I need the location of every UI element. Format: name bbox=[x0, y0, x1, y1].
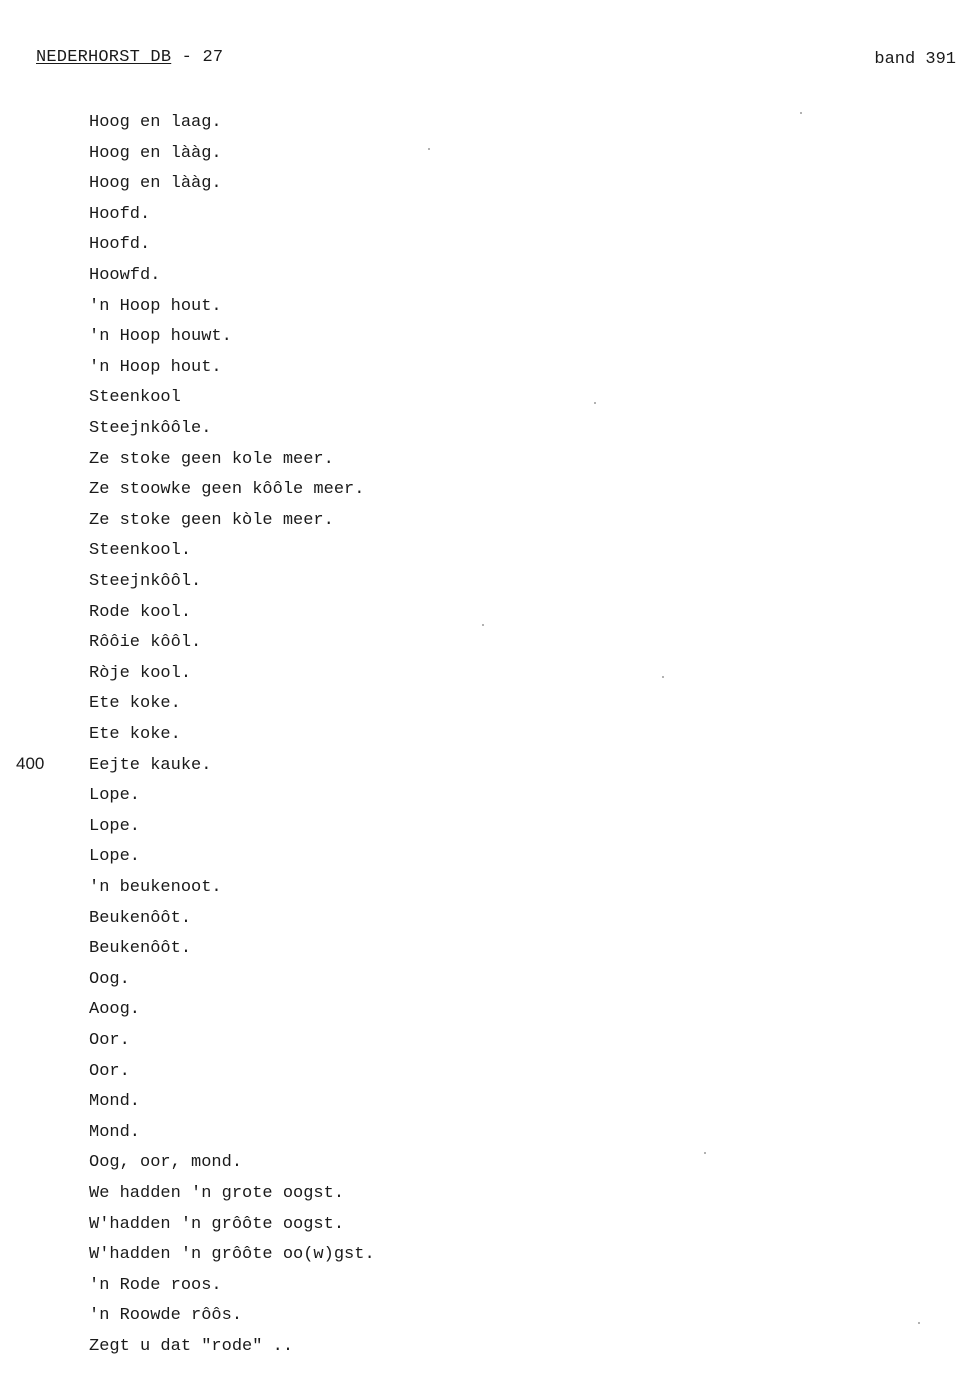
scan-speck bbox=[704, 1152, 706, 1154]
utterance-text: Rôôie kôôl. bbox=[89, 633, 202, 652]
document-id: NEDERHORST DB bbox=[36, 48, 172, 67]
utterance-text: Ete koke. bbox=[89, 725, 181, 744]
utterance-text: Ze stoowke geen kôôle meer. bbox=[89, 480, 365, 499]
utterance-text: Beukenôôt. bbox=[89, 939, 192, 958]
utterance-text: Beukenôôt. bbox=[89, 909, 192, 928]
utterance-text: W'hadden 'n grôôte oo(w)gst. bbox=[89, 1245, 375, 1264]
utterance-text: Oor. bbox=[89, 1031, 130, 1050]
utterance-text: Ete koke. bbox=[89, 694, 181, 713]
utterance-text: Rode kool. bbox=[89, 603, 192, 622]
scan-speck bbox=[594, 402, 596, 404]
utterance-text: Mond. bbox=[89, 1092, 141, 1111]
utterance-text: Lope. bbox=[89, 817, 141, 836]
utterance-text: 'n Roowde rôôs. bbox=[89, 1306, 243, 1325]
utterance-text: Steenkool. bbox=[89, 541, 192, 560]
utterance-text: Ròje kool. bbox=[89, 664, 192, 683]
band-label: band 391 bbox=[874, 50, 956, 69]
utterance-text: Hoofd. bbox=[89, 235, 151, 254]
utterance-text: Oor. bbox=[89, 1062, 130, 1081]
utterance-text: Aoog. bbox=[89, 1000, 141, 1019]
utterance-text: Hoog en lààg. bbox=[89, 174, 222, 193]
margin-line-number: 400 bbox=[16, 754, 45, 773]
utterance-text: Hoog en laag. bbox=[89, 113, 222, 132]
utterance-text: We hadden 'n grote oogst. bbox=[89, 1184, 345, 1203]
scan-speck bbox=[918, 1322, 920, 1324]
utterance-text: Lope. bbox=[89, 847, 141, 866]
utterance-text: 'n beukenoot. bbox=[89, 878, 222, 897]
utterance-text: Eejte kauke. bbox=[89, 756, 212, 775]
utterance-text: Hoog en lààg. bbox=[89, 144, 222, 163]
utterance-text: W'hadden 'n grôôte oogst. bbox=[89, 1215, 345, 1234]
utterance-text: Mond. bbox=[89, 1123, 141, 1142]
utterance-text: 'n Hoop hout. bbox=[89, 358, 222, 377]
utterance-text: Steejnkôôle. bbox=[89, 419, 212, 438]
utterance-text: Hoofd. bbox=[89, 205, 151, 224]
utterance-text: Ze stoke geen kole meer. bbox=[89, 450, 334, 469]
utterance-text: Steenkool bbox=[89, 388, 181, 407]
scan-speck bbox=[482, 624, 484, 626]
utterance-text: 'n Rode roos. bbox=[89, 1276, 222, 1295]
page-number: - 27 bbox=[171, 48, 224, 67]
utterance-text: Oog. bbox=[89, 970, 130, 989]
utterance-text: Hoowfd. bbox=[89, 266, 161, 285]
utterance-text: 'n Hoop hout. bbox=[89, 297, 222, 316]
utterance-text: Ze stoke geen kòle meer. bbox=[89, 511, 334, 530]
scan-speck bbox=[800, 112, 802, 114]
utterance-text: Zegt u dat "rode" .. bbox=[89, 1337, 294, 1356]
utterance-text: Oog, oor, mond. bbox=[89, 1153, 243, 1172]
scan-speck bbox=[428, 148, 430, 150]
page-header-title bbox=[36, 48, 223, 67]
utterance-text: Steejnkôôl. bbox=[89, 572, 202, 591]
utterance-text: 'n Hoop houwt. bbox=[89, 327, 232, 346]
utterance-text: Lope. bbox=[89, 786, 141, 805]
scan-speck bbox=[662, 676, 664, 678]
